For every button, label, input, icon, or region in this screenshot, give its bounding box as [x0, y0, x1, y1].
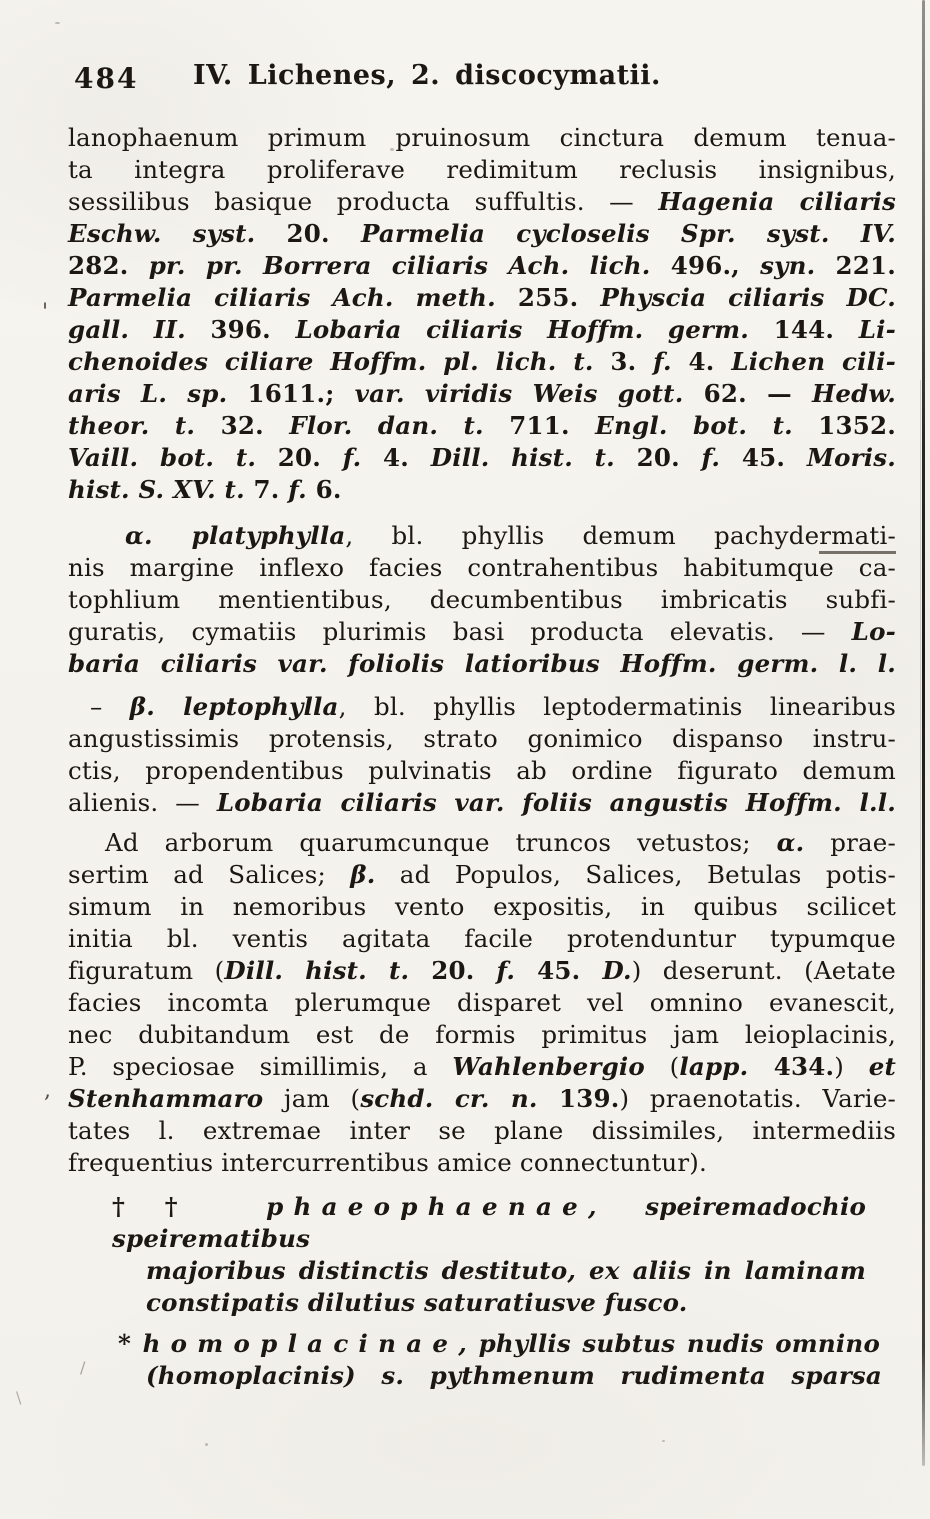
text-line: hist. S. XV. t. 7. f. 6.: [68, 475, 342, 504]
running-header: IV. Lichenes, 2. discocymatii.: [193, 60, 661, 91]
section-homoplacinae: [68, 1328, 896, 1392]
text-line: angustissimis protensis, strato gonimico dispanso instru-: [68, 724, 896, 753]
text-line: nis margine inflexo facies contrahentibus habitumque ca-: [68, 553, 896, 582]
scanned-page-edge: [922, 0, 925, 1466]
text-line: alienis. — Lobaria ciliaris var. foliis angustis Hoffm. l.l.: [68, 788, 897, 817]
section-phaeophaenae: [68, 1191, 896, 1319]
text-line: Parmelia ciliaris Ach. meth. 255. Physcia ciliaris DC.: [68, 283, 896, 312]
text-line: Stenhammaro jam (schd. cr. n. 139.) praenotatis. Varie-: [68, 1084, 897, 1113]
paper-speck: [55, 22, 60, 24]
text-line: †† phaeophaenae, speiremadochio speirematibus: [112, 1192, 866, 1253]
text-line: * homoplacinae, phyllis subtus nudis omnino: [118, 1329, 880, 1358]
scanned-page-edge-shadow: [920, 380, 921, 1080]
text-line: guratis, cymatiis plurimis basi producta elevatis. — Lo-: [68, 617, 896, 646]
text-line: nec dubitandum est de formis primitus jam leioplacinis,: [68, 1020, 896, 1049]
text-line: sertim ad Salices; β. ad Populos, Salices, Betulas potis-: [68, 860, 896, 889]
text-line: Ad arborum quarumcunque truncos vetustos; α. prae-: [105, 828, 896, 857]
margin-mark: \: [16, 1388, 22, 1407]
paragraph-synonymy: [68, 122, 896, 506]
paper-speck: [205, 1443, 208, 1446]
text-line: frequentius intercurrentibus amice connectuntur).: [68, 1148, 708, 1177]
page-number: 484: [74, 62, 139, 95]
text-line: chenoides ciliare Hoffm. pl. lich. t. 3. f. 4. Lichen cili-: [68, 347, 897, 376]
text-line: initia bl. ventis agitata facile protenduntur typumque: [68, 924, 896, 953]
text-line: facies incomta plerumque disparet vel omnino evanescit,: [68, 988, 896, 1017]
text-line: (homoplacinis) s. pythmenum rudimenta sparsa: [146, 1361, 882, 1390]
text-line: tophlium mentientibus, decumbentibus imbricatis subfi-: [68, 585, 896, 614]
text-line: majoribus distinctis destituto, ex aliis in laminam: [146, 1256, 866, 1285]
text-line: P. speciosae simillimis, a Wahlenbergio (lapp. 434.) et: [68, 1052, 897, 1081]
margin-mark: ,: [44, 1078, 51, 1103]
text-line: constipatis dilutius saturatiusve fusco.: [146, 1288, 688, 1317]
paragraph-var-platyphylla: [68, 520, 896, 680]
margin-mark: ': [42, 300, 49, 325]
paper-speck: [390, 148, 394, 151]
margin-mark: /: [80, 1358, 86, 1377]
text-line: Vaill. bot. t. 20. f. 4. Dill. hist. t. 20. f. 45. Moris.: [68, 443, 897, 472]
text-line: 282. pr. pr. Borrera ciliaris Ach. lich. 496., syn. 221.: [68, 251, 896, 280]
text-block: [68, 122, 896, 1392]
text-line: aris L. sp. 1611.; var. viridis Weis gott. 62. — Hedw.: [68, 379, 897, 408]
text-line: baria ciliaris var. foliolis latioribus Hoffm. germ. l. l.: [68, 649, 896, 678]
text-line: tates l. extremae inter se plane dissimiles, intermediis: [68, 1116, 896, 1145]
text-line: α. platyphylla, bl. phyllis demum pachydermati-: [68, 520, 896, 552]
text-line: sessilibus basique producta suffultis. — Hagenia ciliaris: [68, 187, 896, 216]
text-line: gall. II. 396. Lobaria ciliaris Hoffm. germ. 144. Li-: [68, 315, 896, 344]
paragraph-habitat-note: [68, 827, 896, 1179]
paragraph-var-leptophylla: [68, 691, 896, 819]
text-line: – β. leptophylla, bl. phyllis leptodermatinis linearibus: [90, 692, 896, 721]
text-line: simum in nemoribus vento expositis, in quibus scilicet: [68, 892, 896, 921]
text-line: Eschw. syst. 20. Parmelia cycloselis Spr. syst. IV.: [68, 219, 897, 248]
text-line: ctis, propendentibus pulvinatis ab ordine figurato demum: [68, 756, 896, 785]
page-header: [68, 60, 896, 102]
text-line: theor. t. 32. Flor. dan. t. 711. Engl. bot. t. 1352.: [68, 411, 896, 440]
text-line: ta integra proliferave redimitum reclusis insignibus,: [68, 155, 896, 184]
text-line: figuratum (Dill. hist. t. 20. f. 45. D.) deserunt. (Aetate: [68, 956, 897, 985]
paper-speck: [662, 1440, 665, 1442]
text-line: lanophaenum primum pruinosum cinctura demum tenua-: [68, 123, 896, 152]
